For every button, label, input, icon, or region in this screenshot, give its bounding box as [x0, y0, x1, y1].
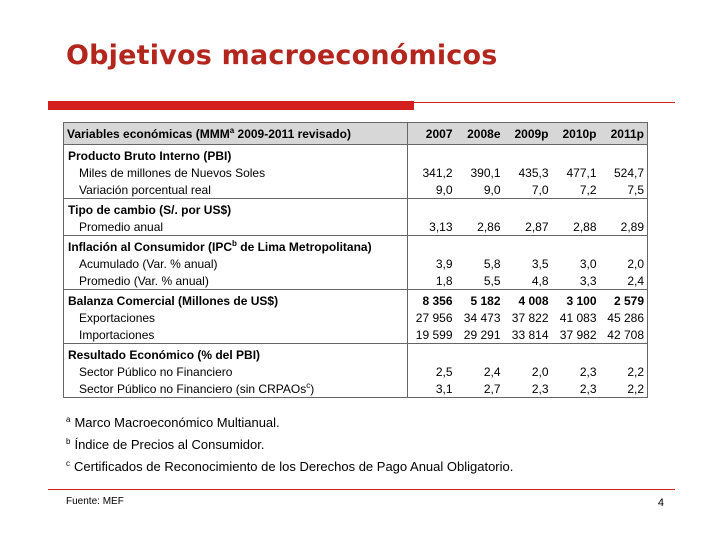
footer-rule	[48, 489, 675, 490]
section-row	[64, 145, 648, 165]
section-value	[552, 236, 600, 256]
section-row	[64, 344, 648, 364]
section-value: 3 100	[552, 290, 600, 310]
row-value: 7,5	[627, 182, 644, 197]
row-value: 7,0	[531, 182, 549, 197]
page-number: 4	[657, 497, 664, 509]
row-value: 9,0	[435, 182, 453, 197]
row-value: 2,3	[579, 364, 597, 379]
row-label: Variación porcentual real	[64, 181, 408, 199]
row-value: 390,1	[470, 165, 501, 180]
row-label: Miles de millones de Nuevos Soles	[64, 164, 408, 181]
row-value: 3,5	[531, 256, 549, 271]
section-title: Inflación al Consumidor (IPC$^b$ de Lima Metropolitana)	[64, 236, 408, 256]
row-value: 2,2	[600, 380, 648, 398]
row-label: Exportaciones	[64, 309, 408, 326]
row-value: 435,3	[518, 165, 549, 180]
row-value: 2,5	[435, 364, 453, 379]
row-value: 3,13	[429, 219, 453, 234]
row-value: 9,0	[483, 182, 501, 197]
footnote-text: Certificados de Reconocimiento de los Derechos de Pago Anual Obligatorio.	[74, 459, 514, 474]
header-year: 2008e	[456, 123, 504, 145]
row-value: 29 291	[463, 327, 501, 342]
table-row	[64, 218, 648, 236]
section-value	[552, 344, 600, 364]
row-value: 37 822	[511, 310, 549, 325]
data-table	[63, 122, 648, 398]
row-value: 5,8	[483, 256, 501, 271]
footnote-text: Índice de Precios al Consumidor.	[74, 437, 265, 452]
section-value	[456, 199, 504, 219]
row-value: 3,9	[435, 256, 453, 271]
row-value: 2,89	[620, 219, 644, 234]
section-value: 8 356	[408, 290, 456, 310]
section-value	[456, 145, 504, 165]
row-value: 3,0	[579, 256, 597, 271]
row-value: 341,2	[422, 165, 453, 180]
row-value: 2,3	[504, 380, 552, 398]
row-label: Sector Público no Financiero (sin CRPAOs$^c$)	[64, 380, 408, 398]
section-value	[408, 199, 456, 219]
section-value	[456, 344, 504, 364]
row-value: 2,87	[525, 219, 549, 234]
row-value: 45 286	[607, 310, 644, 325]
row-value: 3,1	[408, 380, 456, 398]
row-label: Importaciones	[64, 326, 408, 344]
header-label: Variables económicas (MMM$^a$ 2009-2011 revisado)	[64, 123, 408, 145]
row-value: 524,7	[613, 165, 644, 180]
row-value: 2,0	[531, 364, 549, 379]
row-label: Sector Público no Financiero	[64, 363, 408, 380]
footnote	[66, 434, 513, 456]
row-value: 4,8	[531, 273, 549, 288]
row-value: 2,7	[456, 380, 504, 398]
row-value: 2,3	[552, 380, 600, 398]
table-row	[64, 272, 648, 290]
header-year: 2011p	[600, 123, 648, 145]
row-value: 2,86	[477, 219, 501, 234]
section-value	[504, 344, 552, 364]
row-value: 3,3	[579, 273, 597, 288]
footnote-mark: b	[66, 436, 71, 446]
section-value: 4 008	[504, 290, 552, 310]
row-label: Promedio anual	[64, 218, 408, 236]
row-value: 7,2	[579, 182, 597, 197]
table-body	[64, 145, 648, 398]
section-value	[552, 145, 600, 165]
section-value: 2 579	[600, 290, 648, 310]
header-year: 2009p	[504, 123, 552, 145]
row-value: 2,2	[627, 364, 644, 379]
row-value: 2,4	[627, 273, 644, 288]
header-year: 2007	[408, 123, 456, 145]
section-title: Tipo de cambio (S/. por US$)	[64, 199, 408, 219]
section-value	[504, 236, 552, 256]
section-row	[64, 199, 648, 219]
header-year: 2010p	[552, 123, 600, 145]
row-value: 27 956	[415, 310, 453, 325]
table-row	[64, 363, 648, 380]
section-value	[600, 236, 648, 256]
row-value: 19 599	[415, 327, 453, 342]
footnote	[66, 412, 513, 434]
row-value: 42 708	[607, 327, 644, 342]
footnote-mark: c	[66, 458, 70, 468]
section-value	[408, 236, 456, 256]
row-value: 2,4	[483, 364, 501, 379]
footnotes	[66, 412, 513, 478]
row-value: 37 982	[559, 327, 597, 342]
section-title: Balanza Comercial (Millones de US$)	[64, 290, 408, 310]
source-note: Fuente: MEF	[66, 496, 124, 507]
section-value	[456, 236, 504, 256]
section-value	[504, 145, 552, 165]
title-underline-thick	[48, 101, 414, 110]
row-value: 477,1	[566, 165, 597, 180]
table-row	[64, 181, 648, 199]
row-value: 34 473	[463, 310, 501, 325]
footnote-mark: a	[66, 414, 71, 424]
footnote-text: Marco Macroeconómico Multianual.	[74, 415, 280, 430]
table-row	[64, 380, 648, 398]
row-value: 41 083	[559, 310, 597, 325]
slide-title: Objetivos macroeconómicos	[66, 40, 498, 71]
section-value	[408, 145, 456, 165]
section-value	[600, 199, 648, 219]
economic-indicators-table	[63, 122, 647, 398]
section-value	[504, 199, 552, 219]
section-title: Resultado Económico (% del PBI)	[64, 344, 408, 364]
section-value	[408, 344, 456, 364]
table-header-row	[64, 123, 648, 145]
title-underline-thin	[414, 102, 675, 103]
section-value: 5 182	[456, 290, 504, 310]
section-row	[64, 290, 648, 310]
row-label: Promedio (Var. % anual)	[64, 272, 408, 290]
row-value: 5,5	[483, 273, 501, 288]
table-row	[64, 255, 648, 272]
row-value: 1,8	[435, 273, 453, 288]
row-label: Acumulado (Var. % anual)	[64, 255, 408, 272]
row-value: 2,88	[573, 219, 597, 234]
table-row	[64, 326, 648, 344]
section-title: Producto Bruto Interno (PBI)	[64, 145, 408, 165]
section-value	[552, 199, 600, 219]
section-row	[64, 236, 648, 256]
footnote	[66, 456, 513, 478]
section-value	[600, 344, 648, 364]
row-value: 33 814	[511, 327, 549, 342]
table-row	[64, 309, 648, 326]
row-value: 2,0	[627, 256, 644, 271]
table-row	[64, 164, 648, 181]
section-value	[600, 145, 648, 165]
